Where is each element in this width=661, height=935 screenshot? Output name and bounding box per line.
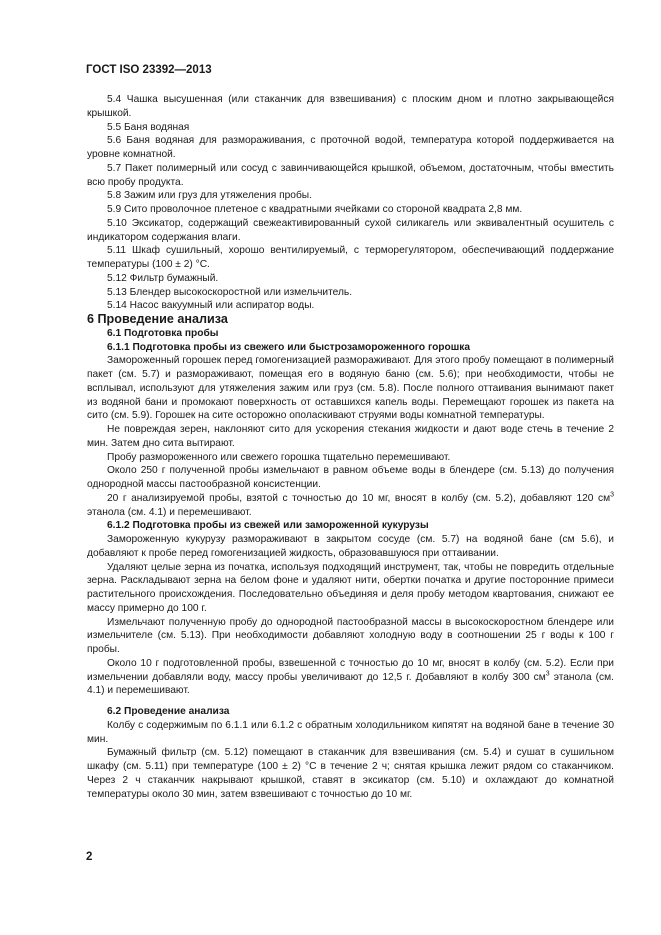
paragraph: Измельчают полученную пробу до однородной пастообразной массы в высокоскоростном блендере или измельчителе (см. 5.13). При необходимости добавляют холодную воду в соотношении 25 г воды к 100 г пробы.: [87, 616, 614, 655]
paragraph-text: этанола (см. 4.1) и перемешивают.: [87, 506, 252, 518]
equipment-item: 5.12 Фильтр бумажный.: [107, 272, 219, 284]
section-heading: 6 Проведение анализа: [87, 312, 228, 326]
subsubsection-heading: 6.1.2 Подготовка пробы из свежей или замороженной кукурузы: [107, 520, 429, 532]
standard-header: ГОСТ ISO 23392—2013: [86, 64, 212, 76]
superscript: 3: [545, 670, 550, 678]
paragraph-text: Около 10 г подготовленной пробы, взвешенной с точностью до 10 мг, вносят в колбу (см. 5.2). Если при измельчении добавляли воду, массу пробы увеличивают до 12,5 г. Добавляют в колбу 300 см: [87, 657, 614, 683]
document-body: [87, 93, 614, 801]
paragraph: Пробу размороженного или свежего горошка тщательно перемешивают.: [107, 451, 451, 463]
paragraph: Колбу с содержимым по 6.1.1 или 6.1.2 с обратным холодильником кипятят на водяной бане в течение 30 мин.: [87, 719, 614, 745]
superscript: 3: [610, 491, 614, 499]
equipment-item: 5.9 Сито проволочное плетеное с квадратными ячейками со стороной квадрата 2,8 мм.: [107, 204, 523, 215]
paragraph-text: этанола (см. 4.1) и перемешивают.: [87, 671, 614, 697]
equipment-item: 5.4 Чашка высушенная (или стаканчик для взвешивания) с плоским дном и плотно закрывающейся крышкой.: [87, 94, 614, 119]
subsection-heading: 6.1 Подготовка пробы: [107, 327, 219, 339]
equipment-item: 5.14 Насос вакуумный или аспиратор воды.: [107, 300, 315, 312]
paragraph: Замороженный горошек перед гомогенизацией размораживают. Для этого пробу помещают в полимерный пакет (см. 5.7) и размораживают, помещая его в водяную баню (см. 5.6); при необходимости, чтобы не всплывал, используют для утяжеления зажим или груз (см. 5.8). После полного оттаивания вынимают пакет из водяной бани и промокают поверхность от оставшихся капель воды. Перемещают горошек из пакета на сито (см. 5.9). Горошек на сите осторожно ополаскивают струями воды комнатной температуры.: [87, 355, 614, 422]
subsection-heading: 6.2 Проведение анализа: [107, 706, 230, 717]
paragraph: Не повреждая зерен, наклоняют сито для ускорения стекания жидкости и дают воде стечь в течение 2 мин. Затем дно сита вытирают.: [87, 424, 614, 449]
paragraph: Замороженную кукурузу размораживают в закрытом сосуде (см. 5.7) на водяной бане (см 5.6), и добавляют к пробе перед гомогенизацией жидкость, образовавшуюся при оттаивании.: [87, 534, 614, 559]
paragraph: [87, 492, 614, 520]
paragraph: Удаляют целые зерна из початка, используя подходящий инструмент, так, чтобы не повредить отдельные зерна. Раскладывают зерна на белом фоне и удаляют нити, обертки початка и другие посторонние примеси растительного происхождения. Последовательно объединяя и деля пробу методом квартования, снижают ее массу примерно до 100 г.: [87, 561, 614, 614]
subsubsection-heading: 6.1.1 Подготовка пробы из свежего или быстрозамороженного горошка: [107, 341, 470, 353]
page-number: 2: [86, 851, 93, 863]
paragraph: [87, 657, 614, 698]
equipment-item: 5.8 Зажим или груз для утяжеления пробы.: [107, 190, 312, 202]
equipment-item: 5.7 Пакет полимерный или сосуд с завинчивающейся крышкой, объемом, достаточным, чтобы вместить всю пробу продукта.: [87, 162, 614, 188]
paragraph: Около 250 г полученной пробы измельчают в равном объеме воды в блендере (см. 5.13) до получения однородной массы пастообразной консистенции.: [87, 465, 614, 490]
equipment-item: 5.13 Блендер высокоскоростной или измельчитель.: [107, 286, 353, 298]
paragraph: Бумажный фильтр (см. 5.12) помещают в стаканчик для взвешивания (см. 5.4) и сушат в сушильном шкафу (см. 5.11) при температуре (100 ± 2) °С в течение 2 ч; снятая крышка лежит рядом со стаканчиком. Через 2 ч стаканчик накрывают крышкой, ставят в эксикатор (см. 5.10) и охлаждают до комнатной температуры около 30 мин, затем взвешивают с точностью до 10 мг.: [87, 747, 614, 800]
equipment-item: 5.6 Баня водяная для размораживания, с проточной водой, температура которой поддерживается на уровне комнатной.: [87, 135, 614, 160]
equipment-item: 5.11 Шкаф сушильный, хорошо вентилируемый, с терморегулятором, обеспечивающий поддержание температуры (100 ± 2) °С.: [87, 245, 614, 270]
paragraph-text: 20 г анализируемой пробы, взятой с точностью до 10 мг, вносят в колбу (см. 5.2), добавляют 120 см: [107, 492, 611, 504]
equipment-item: 5.10 Эксикатор, содержащий свежеактивированный сухой силикагель или эквивалентный осушитель с индикатором содержания влаги.: [87, 217, 614, 243]
equipment-item: 5.5 Баня водяная: [107, 121, 190, 133]
